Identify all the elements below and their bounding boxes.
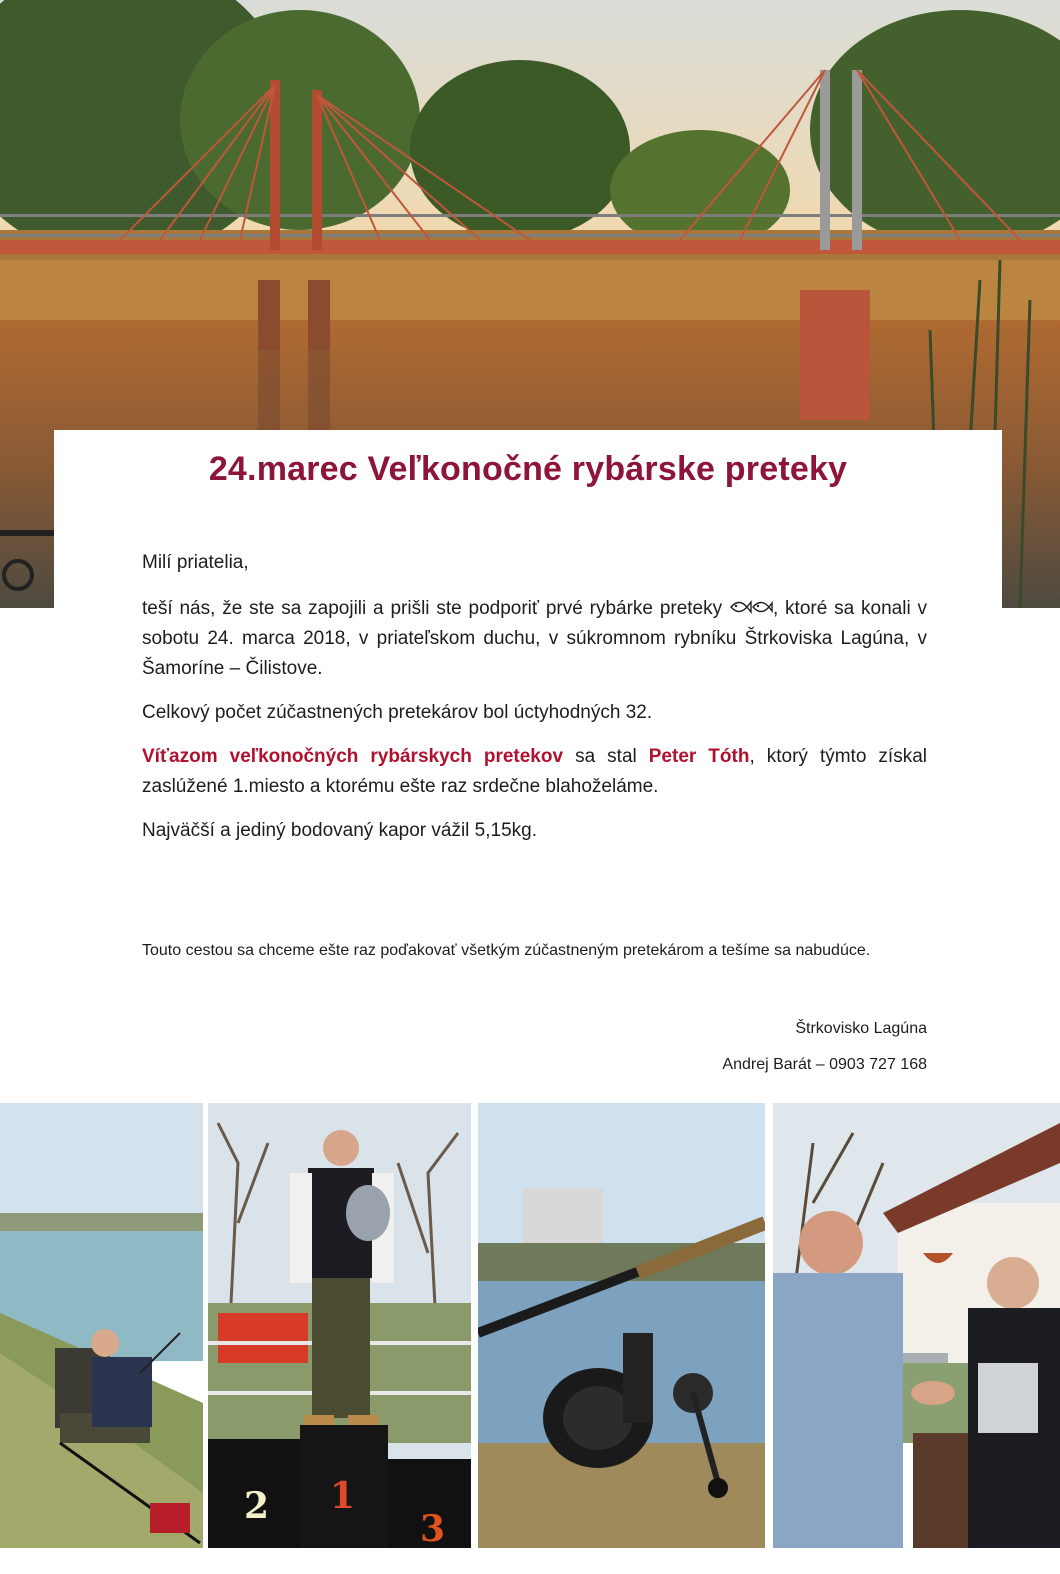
- podium-second-label: 2: [244, 1485, 270, 1527]
- paragraph-biggest-carp: Najväčší a jediný bodovaný kapor vážil 5,15kg.: [142, 820, 538, 841]
- content-card: [54, 430, 1002, 1130]
- signature-org: Štrkovisko Lagúna: [795, 1020, 927, 1037]
- thanks-note: Touto cestou sa chceme ešte raz poďakovať všetkým zúčastneným pretekárom a tešíme sa nabudúce.: [142, 942, 871, 959]
- winner-text-1: sa stal: [563, 746, 649, 767]
- winner-text-2: , ktorý týmto získal zaslúžené 1.miesto a ktorému ešte raz srdečne blahoželáme.: [142, 746, 927, 797]
- greeting: Milí priatelia,: [142, 552, 249, 573]
- podium-third-label: 3: [420, 1508, 446, 1548]
- intro-text-end: , ktoré sa konali v sobotu 24. marca 2018, v priateľskom duchu, v súkromnom rybníku Štrkoviska Lagúna, v Šamoríne – Čilistove.: [142, 598, 927, 679]
- page-title: 24.marec Veľkonočné rybárske preteky: [208, 450, 848, 488]
- signature-contact: Andrej Barát – 0903 727 168: [722, 1056, 927, 1073]
- paragraph-participants: Celkový počet zúčastnených pretekárov bol úctyhodných 32.: [142, 702, 653, 723]
- photo-winner-podium: [208, 1103, 471, 1548]
- photo-angler-lakeside: [0, 1103, 203, 1548]
- podium-first-label: 1: [330, 1475, 356, 1517]
- intro-text-start: teší nás, že ste sa zapojili a prišli ste podporiť prvé rybárke preteky: [142, 598, 723, 619]
- paragraph-intro: [142, 594, 927, 684]
- photo-award-handshake: [773, 1103, 1060, 1548]
- winner-name: Peter Tóth: [648, 746, 750, 767]
- paragraph-winner: [142, 742, 927, 802]
- fish-emoji-icon: [729, 597, 773, 617]
- photo-fishing-reel: [478, 1103, 765, 1548]
- winner-highlight: Víťazom veľkonočných rybárskych pretekov: [142, 746, 564, 767]
